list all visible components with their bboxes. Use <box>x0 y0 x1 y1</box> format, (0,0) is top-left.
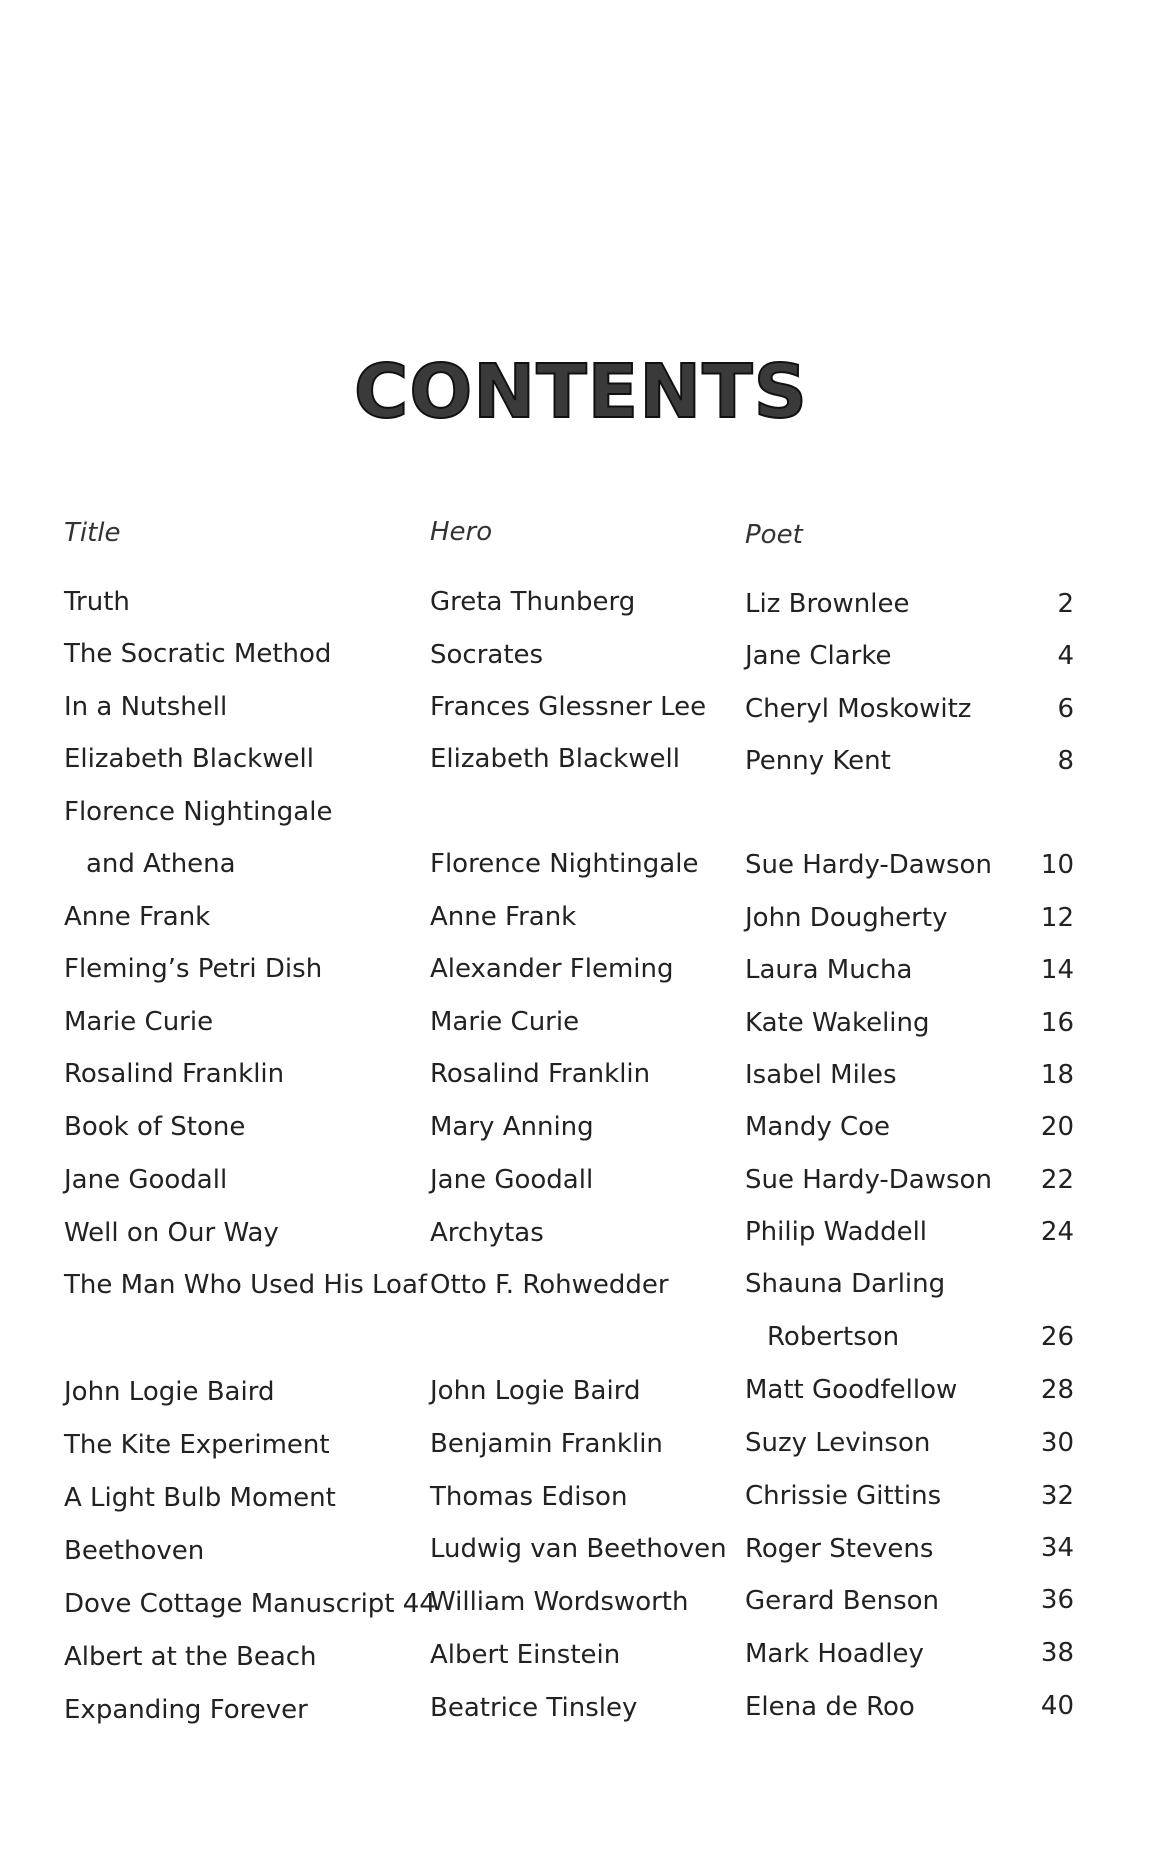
entry-page-number: 20 <box>1040 1112 1074 1142</box>
entry-poet: Shauna Darling <box>745 1269 946 1299</box>
entry-title: Jane Goodall <box>64 1165 228 1195</box>
entry-poet: Sue Hardy-Dawson <box>745 850 992 880</box>
entry-title: The Kite Experiment <box>64 1430 330 1460</box>
entry-poet: Laura Mucha <box>745 955 913 985</box>
entry-hero: Marie Curie <box>430 1007 580 1037</box>
entry-title: Dove Cottage Manuscript 44 <box>64 1589 436 1619</box>
entry-title: Albert at the Beach <box>64 1642 317 1672</box>
entry-poet: Roger Stevens <box>745 1534 934 1564</box>
entry-poet: Penny Kent <box>745 746 891 776</box>
entry-hero: Alexander Fleming <box>430 954 674 984</box>
entry-poet: Suzy Levinson <box>745 1428 931 1458</box>
entry-title: Truth <box>64 587 130 617</box>
entry-page-number: 4 <box>1057 641 1074 671</box>
entry-title: Rosalind Franklin <box>64 1059 285 1089</box>
entry-page-number: 28 <box>1040 1375 1074 1405</box>
entry-page-number: 6 <box>1057 694 1074 724</box>
entry-title: In a Nutshell <box>64 692 228 722</box>
entry-page-number: 2 <box>1057 589 1074 619</box>
entry-hero: Benjamin Franklin <box>430 1429 663 1459</box>
entry-poet: Gerard Benson <box>745 1586 940 1616</box>
entry-hero: Greta Thunberg <box>430 587 636 617</box>
column-header-title: Title <box>64 518 121 548</box>
entry-hero: Albert Einstein <box>430 1640 621 1670</box>
entry-title: Fleming’s Petri Dish <box>64 954 323 984</box>
entry-title: The Man Who Used His Loaf <box>64 1270 428 1300</box>
entry-hero: Thomas Edison <box>430 1482 628 1512</box>
entry-page-number: 16 <box>1040 1008 1074 1038</box>
entry-hero: Mary Anning <box>430 1112 594 1142</box>
entry-hero: Otto F. Rohwedder <box>430 1270 669 1300</box>
entry-title: The Socratic Method <box>64 639 332 669</box>
entry-poet: Jane Clarke <box>745 641 892 671</box>
entry-hero: Ludwig van Beethoven <box>430 1534 727 1564</box>
entry-poet: Cheryl Moskowitz <box>745 694 972 724</box>
page-title: CONTENTS <box>354 349 808 435</box>
column-header-hero: Hero <box>430 517 493 547</box>
entry-title: Expanding Forever <box>64 1695 308 1725</box>
entry-poet: Sue Hardy-Dawson <box>745 1165 992 1195</box>
entry-page-number: 34 <box>1040 1533 1074 1563</box>
entry-page-number: 8 <box>1057 746 1074 776</box>
entry-title: Elizabeth Blackwell <box>64 744 314 774</box>
entry-hero: Elizabeth Blackwell <box>430 744 680 774</box>
entry-title: Beethoven <box>64 1536 205 1566</box>
entry-page-number: 38 <box>1040 1638 1074 1668</box>
entry-poet: Matt Goodfellow <box>745 1375 958 1405</box>
entry-page-number: 30 <box>1040 1428 1074 1458</box>
entry-poet: John Dougherty <box>745 903 948 933</box>
entry-poet: Philip Waddell <box>745 1217 928 1247</box>
entry-hero: Florence Nightingale <box>430 849 699 879</box>
entry-title: Book of Stone <box>64 1112 246 1142</box>
entry-page-number: 26 <box>1040 1322 1074 1352</box>
entry-title: Anne Frank <box>64 902 211 932</box>
entry-hero: Frances Glessner Lee <box>430 692 707 722</box>
entry-hero: Rosalind Franklin <box>430 1059 651 1089</box>
entry-page-number: 12 <box>1040 903 1074 933</box>
entry-page-number: 24 <box>1040 1217 1074 1247</box>
entry-page-number: 10 <box>1040 850 1074 880</box>
entry-hero: John Logie Baird <box>430 1376 641 1406</box>
entry-page-number: 36 <box>1040 1585 1074 1615</box>
entry-title: John Logie Baird <box>64 1377 275 1407</box>
entry-page-number: 40 <box>1040 1691 1074 1721</box>
entry-hero: William Wordsworth <box>430 1587 689 1617</box>
entry-page-number: 18 <box>1040 1060 1074 1090</box>
entry-page-number: 14 <box>1040 955 1074 985</box>
entry-title: Well on Our Way <box>64 1218 279 1248</box>
entry-poet: Elena de Roo <box>745 1692 915 1722</box>
entry-poet: Mandy Coe <box>745 1112 891 1142</box>
entry-title: A Light Bulb Moment <box>64 1483 336 1513</box>
entry-hero: Beatrice Tinsley <box>430 1693 638 1723</box>
entry-page-number: 32 <box>1040 1481 1074 1511</box>
entry-title-continued: and Athena <box>86 849 236 879</box>
entry-hero: Jane Goodall <box>430 1165 594 1195</box>
entry-title: Florence Nightingale <box>64 797 333 827</box>
entry-title: Marie Curie <box>64 1007 214 1037</box>
entry-hero: Socrates <box>430 640 544 670</box>
entry-poet: Isabel Miles <box>745 1060 897 1090</box>
entry-hero: Archytas <box>430 1218 544 1248</box>
entry-poet: Liz Brownlee <box>745 589 910 619</box>
entry-hero: Anne Frank <box>430 902 577 932</box>
entry-page-number: 22 <box>1040 1165 1074 1195</box>
entry-poet: Chrissie Gittins <box>745 1481 942 1511</box>
column-header-poet: Poet <box>745 520 803 550</box>
entry-poet: Kate Wakeling <box>745 1008 930 1038</box>
entry-poet-continued: Robertson <box>767 1322 900 1352</box>
entry-poet: Mark Hoadley <box>745 1639 924 1669</box>
